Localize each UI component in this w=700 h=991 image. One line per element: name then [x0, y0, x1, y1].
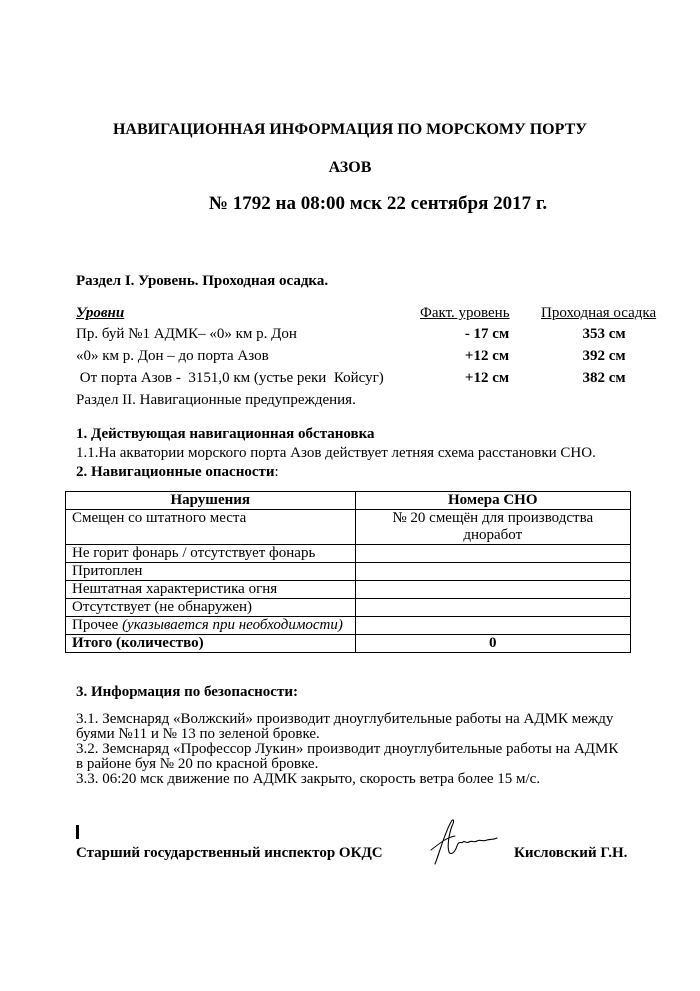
table-row-value — [355, 563, 631, 581]
current-navigation-situation-title: 1. Действующая навигационная обстановка — [76, 426, 375, 442]
safety-info-line: в районе буя № 20 по красной бровке. — [76, 756, 319, 772]
table-total-row — [66, 635, 631, 653]
document-title: НАВИГАЦИОННАЯ ИНФОРМАЦИЯ ПО МОРСКОМУ ПОРТУ — [112, 121, 587, 138]
level-row-name: Пр. буй №1 АДМК– «0» км р. Дон — [76, 326, 297, 342]
level-row-fact: +12 см — [464, 348, 510, 364]
table-row-label: Притоплен — [66, 563, 356, 581]
level-row-name: «0» км р. Дон – до порта Азов — [76, 348, 269, 364]
total-value: 0 — [355, 635, 631, 653]
document-number-line: № 1792 на 08:00 мск 22 сентября 2017 г. — [208, 193, 548, 214]
navigation-hazards-label: 2. Навигационные опасности — [76, 464, 275, 480]
safety-info-line: буями №11 и № 13 по зеленой бровке. — [76, 726, 320, 742]
navigation-hazards-table — [65, 491, 631, 653]
other-label: Прочее — [72, 617, 123, 633]
inspector-position: Старший государственный инспектор ОКДС — [76, 845, 383, 861]
navigation-hazards-title — [76, 464, 279, 481]
table-row-value: № 20 смещён для производства дноработ — [355, 510, 631, 545]
table-row-value — [355, 599, 631, 617]
table-row-label — [66, 617, 356, 635]
total-label: Итого (количество) — [66, 635, 356, 653]
table-row-value — [355, 545, 631, 563]
table-row-label: Нештатная характеристика огня — [66, 581, 356, 599]
levels-column-header: Уровни — [76, 305, 125, 321]
port-name: АЗОВ — [328, 159, 372, 176]
safety-info-line: 3.2. Земснаряд «Профессор Лукин» производит дноуглубительные работы на АДМК — [76, 741, 619, 757]
draft-column-header: Проходная осадка — [541, 305, 657, 321]
table-row-label: Смещен со штатного места — [66, 510, 356, 545]
table-row-value — [355, 617, 631, 635]
margin-marker — [76, 825, 79, 839]
safety-info-item — [76, 712, 618, 787]
handwritten-signature — [425, 814, 500, 869]
inspector-name: Кисловский Г.Н. — [514, 845, 628, 861]
table-header-row — [66, 492, 631, 510]
current-navigation-situation-text: 1.1.На акватории морского порта Азов действует летняя схема расстановки СНО. — [76, 445, 596, 461]
table-row — [66, 563, 631, 581]
violations-column-header: Нарушения — [66, 492, 356, 510]
sno-numbers-column-header: Номера СНО — [355, 492, 631, 510]
table-row — [66, 617, 631, 635]
fact-level-column-header: Факт. уровень — [420, 305, 510, 321]
level-row-draft: 353 см — [582, 326, 626, 342]
other-label-note: (указывается при необходимости) — [122, 617, 343, 633]
navigation-hazards-colon: : — [274, 464, 279, 480]
level-row-draft: 382 см — [582, 370, 626, 386]
level-row-draft: 392 см — [582, 348, 626, 364]
table-row — [66, 599, 631, 617]
table-row-label: Отсутствует (не обнаружен) — [66, 599, 356, 617]
table-row-value — [355, 581, 631, 599]
safety-info-line: 3.1. Земснаряд «Волжский» производит дноуглубительные работы на АДМК между — [76, 711, 614, 727]
table-row — [66, 545, 631, 563]
section1-heading: Раздел I. Уровень. Проходная осадка. — [76, 273, 329, 289]
level-row-fact: +12 см — [464, 370, 510, 386]
table-row-label: Не горит фонарь / отсутствует фонарь — [66, 545, 356, 563]
table-row — [66, 510, 631, 545]
table-row — [66, 581, 631, 599]
level-row-fact: - 17 см — [464, 326, 510, 342]
section2-heading: Раздел II. Навигационные предупреждения. — [76, 392, 356, 408]
level-row-name: От порта Азов - 3151,0 км (устье реки Койсуг) — [76, 370, 384, 386]
safety-info-title: 3. Информация по безопасности: — [76, 684, 298, 700]
safety-info-line: 3.3. 06:20 мск движение по АДМК закрыто, скорость ветра более 15 м/с. — [76, 771, 541, 787]
